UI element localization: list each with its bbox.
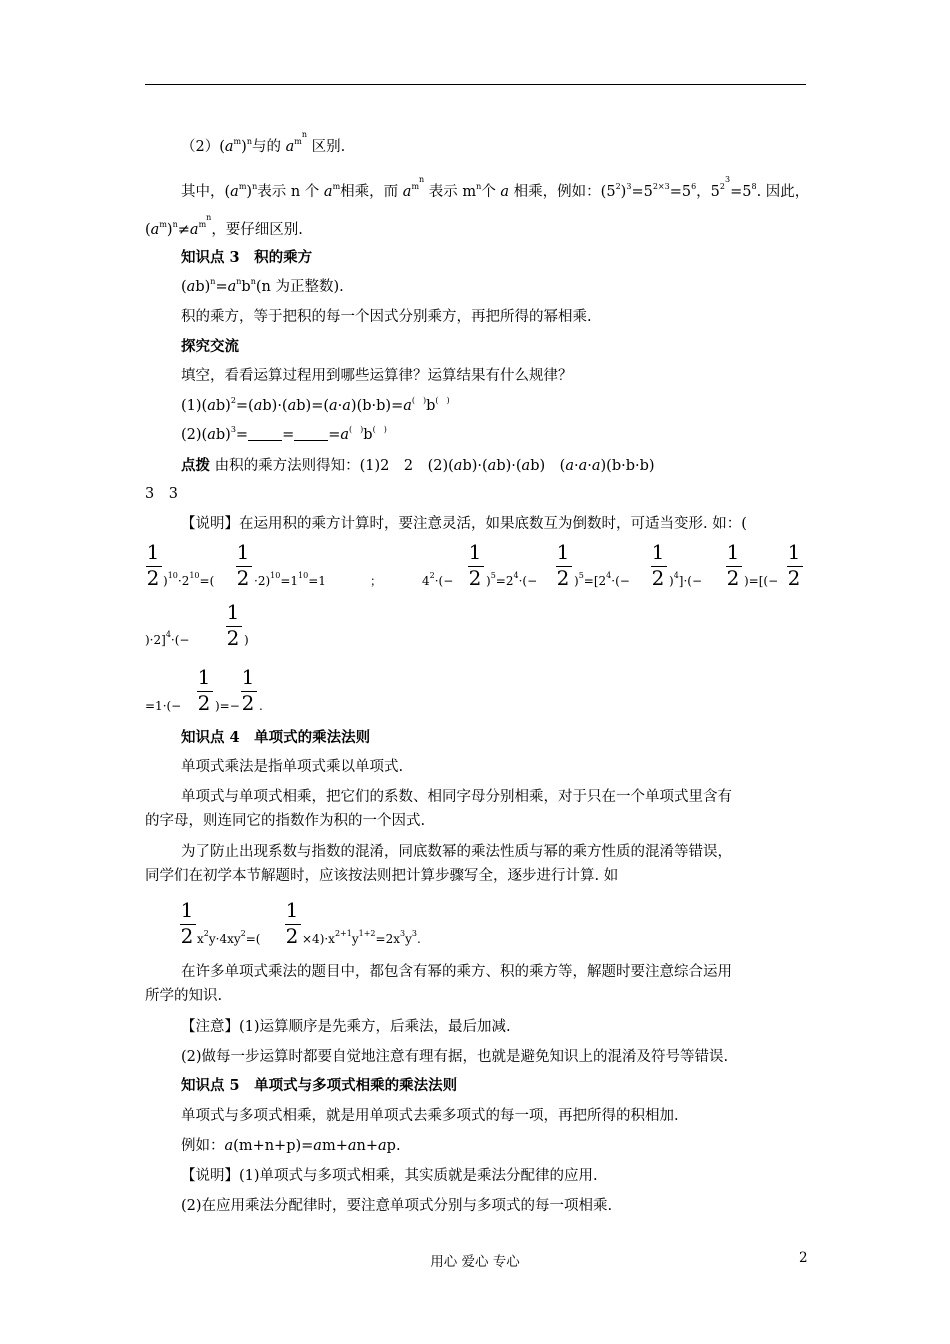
k4-note1: 【注意】(1)运算顺序是先乘方，后乘法，最后加减.	[181, 1019, 511, 1035]
k5-note1: 【说明】(1)单项式与多项式相乘，其实质就是乘法分配律的应用.	[181, 1168, 598, 1184]
k5-p1: 单项式与多项式相乘，就是用单项式去乘多项式的每一项，再把所得的积相加.	[181, 1108, 679, 1124]
explore-question: 填空，看看运算过程用到哪些运算律？运算结果有什么规律？	[181, 368, 573, 384]
frac-den: 2	[468, 566, 482, 590]
k4-p1: 单项式乘法是指单项式乘以单项式.	[181, 759, 404, 775]
eq-b-mid4: )=[(−	[744, 574, 779, 588]
frac-den: 2	[197, 691, 211, 715]
frac-den: 2	[241, 691, 255, 715]
frac-den: 2	[285, 924, 299, 948]
line-explanation: 其中，$(a^m)^n$表示 n 个 $a^m$相乘，而 $a^{m^n}$ 表示 $m^n$个 a 相乘，例如：$(5^2)^3=5^{2\times 3}=5^6$，$5^{2^3}=5^8$. 因此，	[181, 175, 810, 200]
header-rule	[145, 84, 806, 85]
frac-num: 1	[285, 898, 299, 922]
eq-sep: ；	[370, 574, 383, 588]
section-title-k3: 知识点 3 积的乘方	[181, 249, 313, 266]
frac-num: 1	[241, 665, 255, 689]
eq-b3-end: .	[259, 699, 263, 713]
frac-num: 1	[180, 898, 194, 922]
k4-eq-left: $x^2y\cdot 4xy^2=$(	[197, 929, 261, 946]
frac-num: 1	[197, 665, 211, 689]
section-title-explore: 探究交流	[181, 338, 239, 355]
frac-den: 2	[180, 924, 194, 948]
explore-item-1: (1)(ab)$^2$=(ab)·(ab)=(a·a)(b·b)=a( )b( )	[181, 396, 450, 414]
frac-den: 2	[236, 566, 250, 590]
frac-den: 2	[651, 566, 665, 590]
hint-tail: 3 3	[145, 486, 178, 502]
frac-num: 1	[651, 540, 665, 564]
frac-den: 2	[556, 566, 570, 590]
k4-p4a: 在许多单项式乘法的题目中，都包含有幂的乘方、积的乘方等，解题时要注意综合运用	[181, 964, 732, 980]
frac-den: 2	[226, 626, 240, 650]
note-reciprocal: 【说明】在运用积的乘方计算时，要注意灵活，如果底数互为倒数时，可适当变形. 如：(	[181, 516, 747, 532]
line-conclusion: $(a^m)^n\ne a^{m^n}$，要仔细区别.	[145, 213, 303, 238]
hint-line: 点拨 由积的乘方法则得知：(1)2 2 (2)(ab)·(ab)·(ab) (a·a·a)(b·b·b)	[181, 457, 655, 474]
page-number: 2	[799, 1250, 808, 1266]
frac-num: 1	[726, 540, 740, 564]
k4-p3a: 为了防止出现系数与指数的混淆，同底数幂的乘法性质与幂的乘方性质的混淆等错误，	[181, 844, 732, 860]
frac-den: 2	[146, 566, 160, 590]
text: $(2)(a^m)^n$与的 $a^{m^n}$ 区别.	[181, 130, 346, 155]
k4-note2: (2)做每一步运算时都要自觉地注意有理有据，也就是避免知识上的混淆及符号等错误.	[181, 1049, 729, 1065]
frac-num: 1	[556, 540, 570, 564]
eq-b2-close: )	[244, 633, 249, 647]
frac-num: 1	[787, 540, 801, 564]
eq-b-mid3: )$^4$]·(−	[669, 571, 703, 588]
k4-p2b: 的字母，则连同它的指数作为积的一个因式.	[145, 813, 426, 829]
frac-num: 1	[236, 540, 250, 564]
eq-b3: =1·(−	[145, 699, 182, 713]
eq-a: )$^{10}\cdot 2^{10}=$(	[163, 571, 215, 588]
section-title-k5: 知识点 5 单项式与多项式相乘的乘法法则	[181, 1077, 458, 1094]
frac-num: 1	[468, 540, 482, 564]
k4-p3b: 同学们在初学本节解题时，应该按法则把计算步骤写全，逐步进行计算. 如	[145, 868, 619, 884]
eq-b-mid1: )$^5=2^4\cdot(-$	[486, 571, 538, 588]
page-footer: 用心 爱心 专心	[430, 1254, 520, 1270]
k5-note2: (2)在应用乘法分配律时，要注意单项式分别与多项式的每一项相乘.	[181, 1198, 613, 1214]
frac-num: 1	[146, 540, 160, 564]
line-power-difference	[181, 130, 346, 157]
eq-b2: )·2]$^4$·(−	[145, 630, 190, 647]
k4-p4b: 所学的知识.	[145, 988, 223, 1004]
eq-b-start: $4^2\cdot(-$	[422, 571, 454, 588]
frac-den: 2	[726, 566, 740, 590]
frac-den: 2	[787, 566, 801, 590]
k4-eq-right: $\times 4)\cdot x^{2+1}y^{1+2}=2x^3y^3$.	[302, 929, 421, 946]
hint-label: 点拨	[181, 457, 210, 474]
eq-b-mid2: )$^5=[2^4\cdot(-$	[574, 571, 630, 588]
eq-b3-mid: )=−	[215, 699, 240, 713]
k3-formula: $(ab)^n=a^nb^n(n$ 为正整数).	[181, 277, 344, 295]
k4-p2a: 单项式与单项式相乘，把它们的系数、相同字母分别相乘，对于只在一个单项式里含有	[181, 789, 732, 805]
explore-item-2: (2)(ab)$^3$= = =a( )b( )	[181, 425, 387, 443]
frac-num: 1	[226, 600, 240, 624]
section-title-k4: 知识点 4 单项式的乘法法则	[181, 729, 371, 746]
k5-example: 例如：a(m+n+p)=am+an+ap.	[181, 1138, 401, 1154]
k3-description: 积的乘方，等于把积的每一个因式分别乘方，再把所得的幂相乘.	[181, 309, 592, 325]
eq-a2: $\cdot 2)^{10}=1^{10}=1$	[254, 571, 326, 588]
